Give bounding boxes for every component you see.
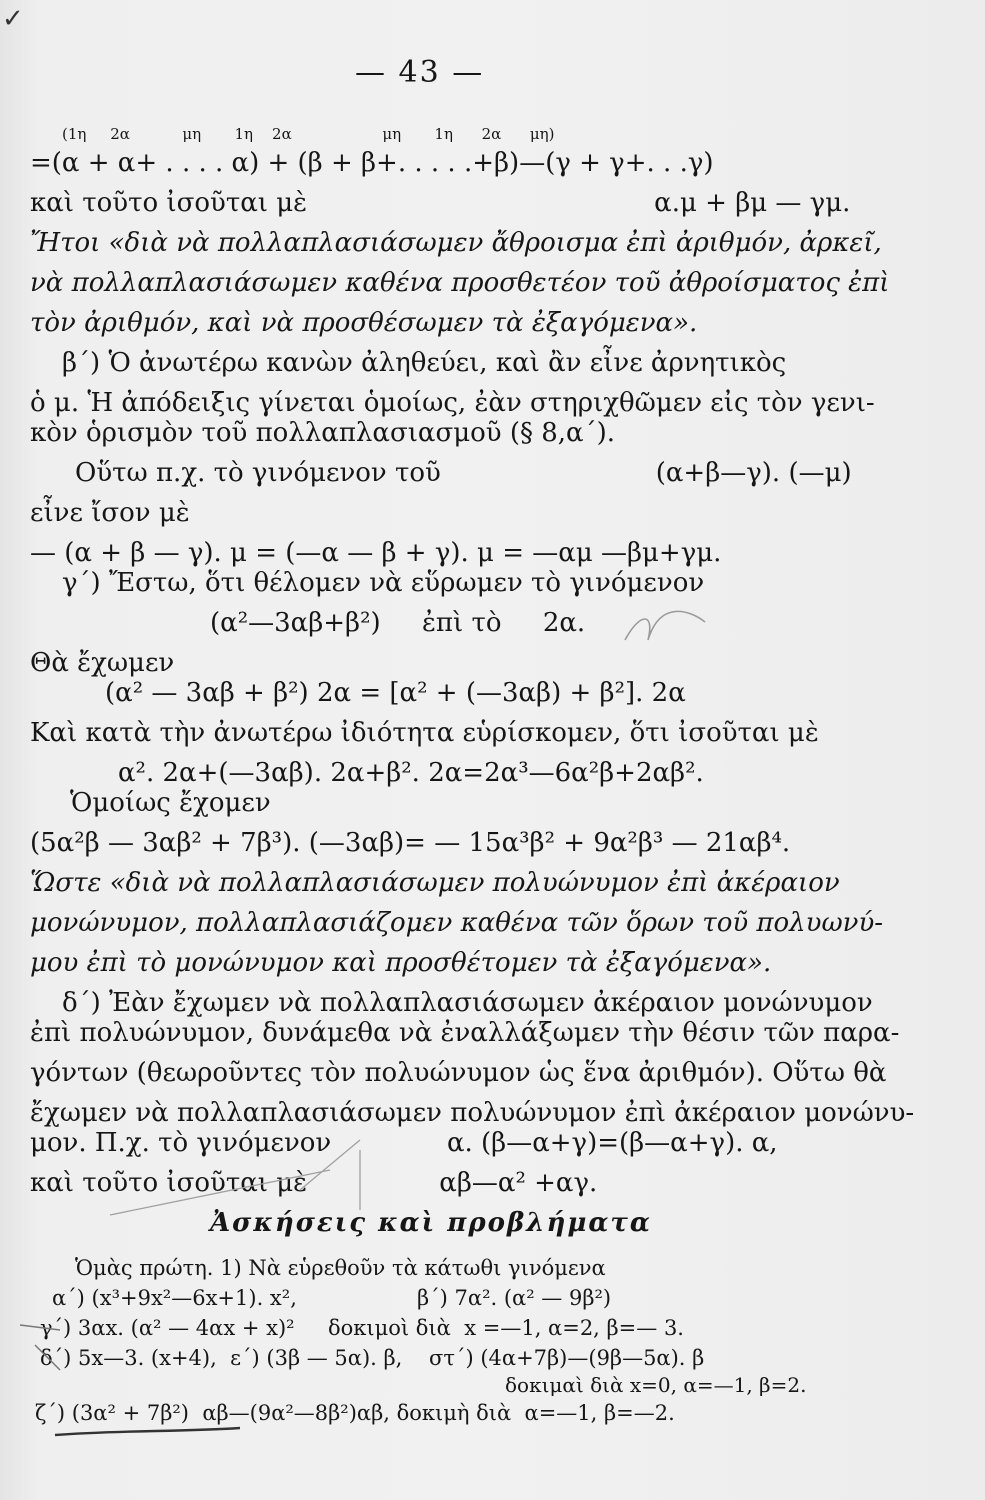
text-line: α². 2α+(—3αβ). 2α+β². 2α=2α³—6α²β+2αβ². bbox=[118, 758, 704, 788]
check-mark-icon: ✓ bbox=[2, 4, 24, 34]
text-line: εἶνε ἴσον μὲ bbox=[30, 498, 190, 528]
text-line: =(α + α+ . . . . α) + (β + β+. . . . .+β)—(γ + γ+. . .γ) bbox=[30, 148, 714, 178]
text-line: ἔχωμεν νὰ πολλαπλασιάσωμεν πολυώνυμον ἐπὶ ἀκέραιον μονώνυ- bbox=[30, 1098, 915, 1128]
text-line: Ἀσκήσεις καὶ προβλήματα bbox=[210, 1208, 652, 1238]
text-line: ἐπὶ πολυώνυμον, δυνάμεθα νὰ ἐναλλάξωμεν τὴν θέσιν τῶν παρα- bbox=[30, 1018, 900, 1048]
text-line: γ΄) 3αx. (α² — 4αx + x)² δοκιμοὶ διὰ x =—1, α=2, β=— 3. bbox=[40, 1316, 684, 1340]
text-line: Ὁμοίως ἔχομεν bbox=[70, 788, 271, 818]
text-line: (α² — 3αβ + β²) 2α = [α² + (—3αβ) + β²]. 2α bbox=[105, 678, 686, 708]
text-line: μον. Π.χ. τὸ γινόμενον α. (β—α+γ)=(β—α+γ). α, bbox=[30, 1128, 778, 1158]
page-number: — 43 — bbox=[355, 55, 485, 90]
text-line: (1η 2α μη 1η 2α μη 1η 2α μη) bbox=[62, 125, 555, 143]
text-line: καὶ τοῦτο ἰσοῦται μὲ α.μ + βμ — γμ. bbox=[30, 188, 851, 218]
text-line: — (α + β — γ). μ = (—α — β + γ). μ = —αμ —βμ+γμ. bbox=[30, 538, 722, 568]
text-line: γόντων (θεωροῦντες τὸν πολυώνυμον ὡς ἕνα ἀριθμόν). Οὕτω θὰ bbox=[30, 1058, 887, 1088]
text-line: ζ΄) (3α² + 7β²) αβ—(9α²—8β²)αβ, δοκιμὴ διὰ α=—1, β=—2. bbox=[35, 1401, 675, 1425]
text-line: Ὥστε «διὰ νὰ πολλαπλασιάσωμεν πολυώνυμον ἐπὶ ἀκέραιον bbox=[30, 868, 840, 898]
text-line: δοκιμαὶ διὰ x=0, α=—1, β=2. bbox=[505, 1373, 807, 1397]
text-line: β΄) Ὁ ἀνωτέρω κανὼν ἀληθεύει, καὶ ἂν εἶνε ἀρνητικὸς bbox=[62, 348, 787, 378]
text-line: καὶ τοῦτο ἰσοῦται μὲ αβ—α² +αγ. bbox=[30, 1168, 598, 1198]
text-line: Καὶ κατὰ τὴν ἀνωτέρω ἰδιότητα εὑρίσκομεν, ὅτι ἰσοῦται μὲ bbox=[30, 718, 819, 748]
text-line: μου ἐπὶ τὸ μονώνυμον καὶ προσθέτομεν τὰ ἐξαγόμενα». bbox=[30, 948, 772, 978]
text-line: Οὕτω π.χ. τὸ γινόμενον τοῦ (α+β—γ). (—μ) bbox=[75, 458, 852, 488]
text-line: τὸν ἀριθμόν, καὶ νὰ προσθέσωμεν τὰ ἐξαγόμενα». bbox=[30, 308, 698, 338]
text-line: δ΄) 5x—3. (x+4), ε΄) (3β — 5α). β, στ΄) (4α+7β)—(9β—5α). β bbox=[40, 1346, 705, 1370]
text-line: (5α²β — 3αβ² + 7β³). (—3αβ)= — 15α³β² + 9α²β³ — 21αβ⁴. bbox=[30, 828, 791, 858]
text-line: Ἤτοι «διὰ νὰ πολλαπλασιάσωμεν ἄθροισμα ἐπὶ ἀριθμόν, ἀρκεῖ, bbox=[30, 228, 882, 258]
pencil-scribble bbox=[625, 611, 705, 640]
text-line: νὰ πολλαπλασιάσωμεν καθένα προσθετέον τοῦ ἀθροίσματος ἐπὶ bbox=[30, 268, 890, 298]
text-line: γ΄) Ἔστω, ὅτι θέλομεν νὰ εὕρωμεν τὸ γινόμενον bbox=[62, 568, 705, 598]
text-line: (α²—3αβ+β²) ἐπὶ τὸ 2α. bbox=[210, 608, 586, 638]
text-line: δ΄) Ἐὰν ἔχωμεν νὰ πολλαπλασιάσωμεν ἀκέραιον μονώνυμον bbox=[62, 988, 873, 1018]
text-line: ὁ μ. Ἡ ἀπόδειξις γίνεται ὁμοίως, ἐὰν στηριχθῶμεν εἰς τὸν γενι- bbox=[30, 388, 875, 418]
text-line: Θὰ ἔχωμεν bbox=[30, 648, 175, 678]
text-line: μονώνυμον, πολλαπλασιάζομεν καθένα τῶν ὅρων τοῦ πολυωνύ- bbox=[30, 908, 884, 938]
text-line: κὸν ὁρισμὸν τοῦ πολλαπλασιασμοῦ (§ 8,α΄). bbox=[30, 418, 616, 448]
text-line: Ὁμὰς πρώτη. 1) Νὰ εὑρεθοῦν τὰ κάτωθι γινόμενα bbox=[75, 1256, 606, 1280]
ink-underline bbox=[55, 1428, 240, 1435]
text-line: α΄) (x³+9x²—6x+1). x², β΄) 7α². (α² — 9β²) bbox=[52, 1286, 612, 1310]
